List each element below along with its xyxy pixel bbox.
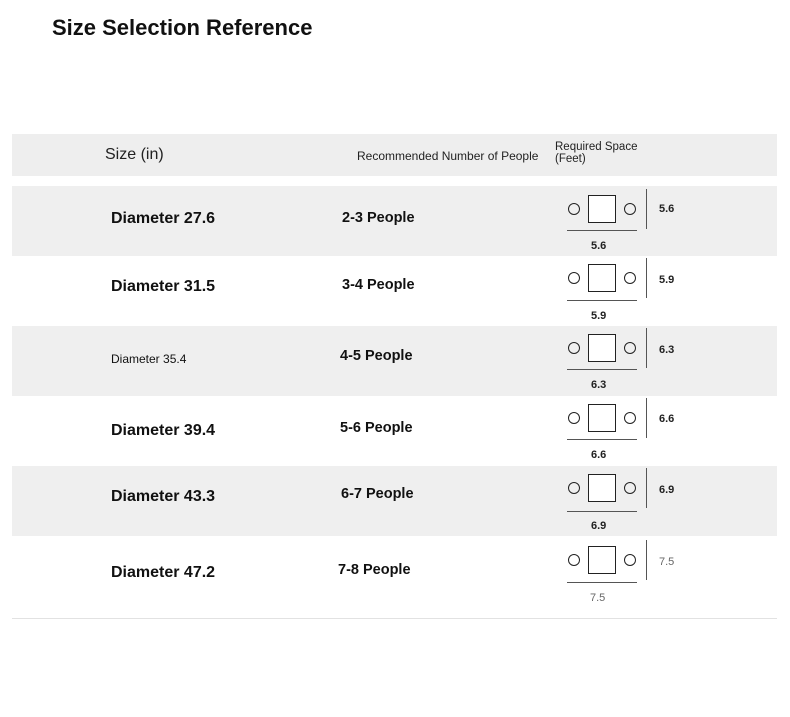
depth-line <box>646 258 647 298</box>
table-row <box>12 326 777 396</box>
space-diagram <box>567 326 687 396</box>
chair-circle-left <box>568 412 580 424</box>
column-header-space: Required Space (Feet) <box>555 141 638 165</box>
space-bottom-value: 6.6 <box>591 449 607 461</box>
space-bottom-value: 7.5 <box>590 592 606 604</box>
space-bottom-value: 6.3 <box>591 379 607 391</box>
chair-circle-right <box>624 272 636 284</box>
width-line <box>567 439 637 440</box>
size-cell: Diameter 47.2 <box>111 564 216 581</box>
space-diagram <box>567 396 687 466</box>
size-cell: Diameter 31.5 <box>111 278 216 295</box>
depth-line <box>646 540 647 580</box>
people-cell: 7-8 People <box>338 562 411 578</box>
size-cell: Diameter 35.4 <box>111 352 187 366</box>
chair-circle-right <box>624 482 636 494</box>
width-line <box>567 369 637 370</box>
column-header-size: Size (in) <box>105 146 164 163</box>
width-line <box>567 230 637 231</box>
depth-line <box>646 328 647 368</box>
chair-circle-left <box>568 482 580 494</box>
table-row <box>12 396 777 466</box>
table-square <box>588 546 616 574</box>
space-diagram <box>567 536 687 606</box>
width-line <box>567 582 637 583</box>
width-line <box>567 300 637 301</box>
table-row <box>12 256 777 326</box>
chair-circle-left <box>568 342 580 354</box>
depth-line <box>646 398 647 438</box>
table-square <box>588 474 616 502</box>
table-row <box>12 466 777 536</box>
chair-circle-left <box>568 554 580 566</box>
people-cell: 6-7 People <box>341 486 414 502</box>
people-cell: 2-3 People <box>342 210 415 226</box>
space-bottom-value: 5.9 <box>591 310 607 322</box>
space-right-value: 6.3 <box>659 344 675 356</box>
people-cell: 4-5 People <box>340 348 413 364</box>
chair-circle-right <box>624 342 636 354</box>
space-diagram <box>567 466 687 536</box>
column-header-people: Recommended Number of People <box>357 149 539 163</box>
space-right-value: 6.6 <box>659 413 675 425</box>
page-title: Size Selection Reference <box>52 15 313 40</box>
width-line <box>567 511 637 512</box>
depth-line <box>646 468 647 508</box>
table-square <box>588 334 616 362</box>
size-cell: Diameter 39.4 <box>111 422 216 439</box>
space-right-value: 6.9 <box>659 484 675 496</box>
table-header <box>12 134 777 176</box>
table-square <box>588 264 616 292</box>
space-bottom-value: 5.6 <box>591 240 607 252</box>
table-square <box>588 404 616 432</box>
space-right-value: 7.5 <box>659 556 675 568</box>
table-square <box>588 195 616 223</box>
people-cell: 3-4 People <box>342 277 415 293</box>
space-right-value: 5.6 <box>659 203 675 215</box>
chair-circle-left <box>568 272 580 284</box>
chair-circle-right <box>624 412 636 424</box>
space-diagram <box>567 256 687 326</box>
size-cell: Diameter 27.6 <box>111 210 216 227</box>
chair-circle-right <box>624 554 636 566</box>
size-cell: Diameter 43.3 <box>111 488 216 505</box>
table-row <box>12 536 777 619</box>
depth-line <box>646 189 647 229</box>
space-bottom-value: 6.9 <box>591 520 607 532</box>
chair-circle-right <box>624 203 636 215</box>
table-row <box>12 186 777 256</box>
space-diagram <box>567 186 687 256</box>
people-cell: 5-6 People <box>340 420 413 436</box>
space-right-value: 5.9 <box>659 274 675 286</box>
chair-circle-left <box>568 203 580 215</box>
